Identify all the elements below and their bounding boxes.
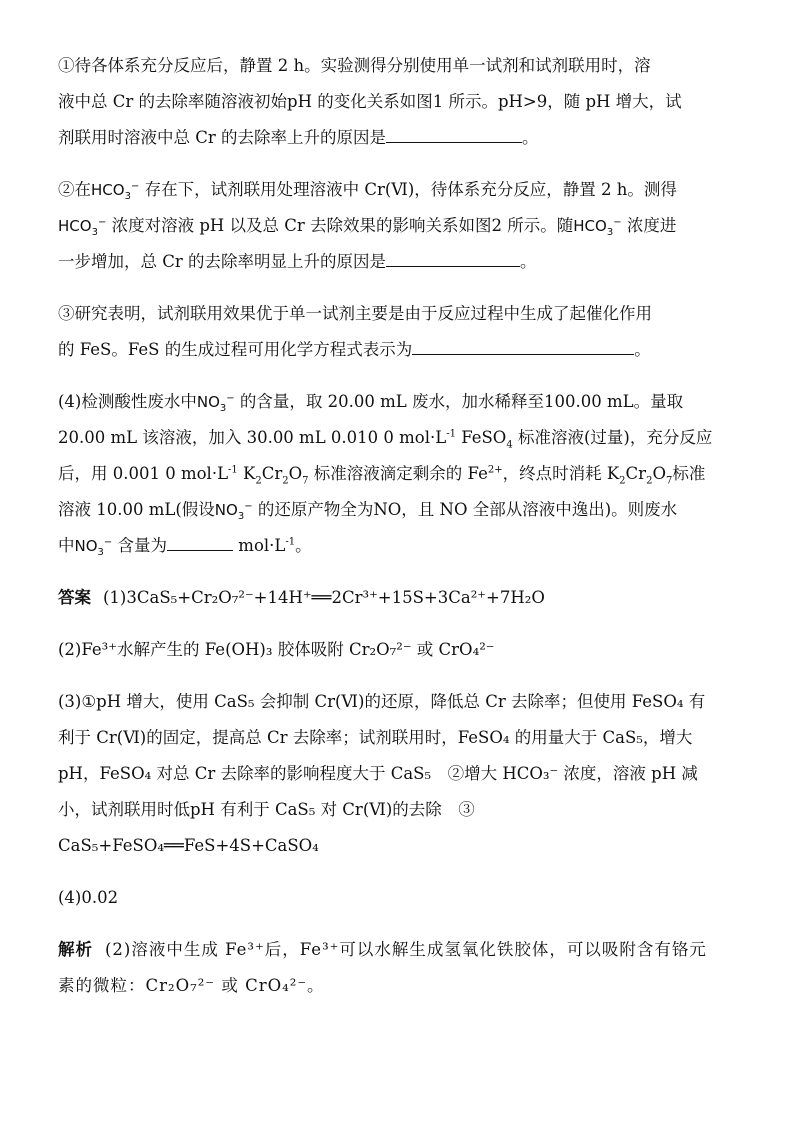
answer-blank: [386, 122, 522, 143]
text-segment: 。: [522, 128, 539, 147]
text-line: [58, 172, 748, 208]
text-line: (3)①pH 增大，使用 CaS₅ 会抑制 Cr(Ⅵ)的还原，降低总 Cr 去除率；但使用 FeSO₄ 有: [58, 692, 706, 711]
question-4: [58, 384, 748, 564]
text-line: pH，FeSO₄ 对总 Cr 去除率的影响程度大于 CaS₅ ②增大 HCO₃⁻ 浓度，溶液 pH 减: [58, 764, 698, 783]
text-line: [58, 208, 748, 244]
text-line: 中$NO_3^-$ 含量为 $mol\cdot L^{-1}$。: [58, 528, 748, 564]
text-line: [58, 244, 748, 280]
answer-3: [58, 684, 748, 864]
text-line: (4)检测酸性废水中$NO_3^-$ 的含量，取 20.00 mL 废水，加水稀释至100.00 mL。量取: [58, 392, 684, 414]
answer-4: [58, 880, 748, 916]
text-line: ①待各体系充分反应后，静置 2 h。实验测得分别使用单一试剂和试剂联用时，溶: [58, 56, 651, 75]
answer-1: (1)3CaS₅+Cr₂O₇²⁻+14H⁺══2Cr³⁺+15S+3Ca²⁺+7H₂O: [103, 588, 545, 607]
answer-blank: [167, 530, 233, 551]
text-segment: 一步增加，总 Cr 的去除率明显上升的原因是: [58, 252, 387, 271]
bicarbonate-ion: $HCO_3^-$: [58, 217, 107, 238]
text-segment: ②在: [58, 180, 91, 199]
text-segment: 的 FeS。FeS 的生成过程可用化学方程式表示为: [58, 340, 413, 359]
document-page: [58, 48, 748, 1020]
text-line: 解析 (2)溶液中生成 Fe³⁺后，Fe³⁺可以水解生成氢氧化铁胶体，可以吸附含有铬元: [58, 940, 707, 959]
text-segment: 浓度进: [626, 216, 677, 235]
answer-label: 答案: [58, 588, 91, 607]
text-line: 20.00 mL 该溶液，加入 30.00 mL 0.010 0 $mol\cdot L^{-1}$ FeSO$_4$ 标准溶液(过量)，充分反应: [58, 428, 713, 451]
bicarbonate-ion: $HCO_3^-$: [91, 181, 140, 202]
text-line: 液中总 Cr 的去除率随溶液初始pH 的变化关系如图1 所示。pH>9，随 pH 增大，试: [58, 92, 682, 111]
answer-blank: [386, 246, 520, 267]
text-segment: 。: [520, 252, 537, 271]
text-line: 溶液 10.00 mL(假设$NO_3^-$ 的还原产物全为NO，且 NO 全部从溶液中逸出)。则废水: [58, 500, 678, 522]
q3-part2: [58, 172, 748, 280]
text-line: [58, 120, 748, 156]
nitrate-ion: $NO_3^-$: [74, 537, 113, 558]
answer-section: [58, 580, 748, 616]
answer-2: [58, 632, 748, 668]
nitrate-ion: $NO_3^-$: [196, 393, 235, 414]
text-line: 后，用 0.001 0 $mol\cdot L^{-1}$ $K_2Cr_2O_7$ 标准溶液滴定剩余的 $Fe^{2+}$，终点时消耗 $K_2Cr_2O_7$标准: [58, 464, 706, 487]
text-line: 素的微粒：Cr₂O₇²⁻ 或 CrO₄²⁻。: [58, 976, 325, 995]
nitrate-ion: $NO_3^-$: [214, 501, 253, 522]
text-line: (2)Fe³⁺水解产生的 Fe(OH)₃ 胶体吸附 Cr₂O₇²⁻ 或 CrO₄²⁻: [58, 640, 495, 659]
text-line: [58, 332, 748, 368]
text-line: 利于 Cr(Ⅵ)的固定，提高总 Cr 去除率；试剂联用时，FeSO₄ 的用量大于 CaS₅，增大: [58, 728, 693, 747]
answer-blank: [412, 334, 634, 355]
text-line: (4)0.02: [58, 888, 119, 907]
bicarbonate-ion: $HCO_3^-$: [573, 217, 622, 238]
text-segment: 。: [634, 340, 651, 359]
analysis-section: [58, 932, 748, 1004]
q3-part3: [58, 296, 748, 368]
q3-part1: [58, 48, 748, 156]
analysis-label: 解析: [58, 940, 93, 959]
text-segment: 浓度对溶液 pH 以及总 Cr 去除效果的影响关系如图2 所示。随: [111, 216, 574, 235]
text-line: [58, 580, 748, 616]
text-line: 小，试剂联用时低pH 有利于 CaS₅ 对 Cr(Ⅵ)的去除 ③: [58, 800, 475, 819]
text-segment: 剂联用时溶液中总 Cr 的去除率上升的原因是: [58, 128, 387, 147]
text-line: ③研究表明，试剂联用效果优于单一试剂主要是由于反应过程中生成了起催化作用: [58, 304, 652, 323]
text-segment: 存在下，试剂联用处理溶液中 Cr(Ⅵ)，待体系充分反应，静置 2 h。测得: [144, 180, 677, 199]
text-line: CaS₅+FeSO₄══FeS+4S+CaSO₄: [58, 836, 319, 855]
